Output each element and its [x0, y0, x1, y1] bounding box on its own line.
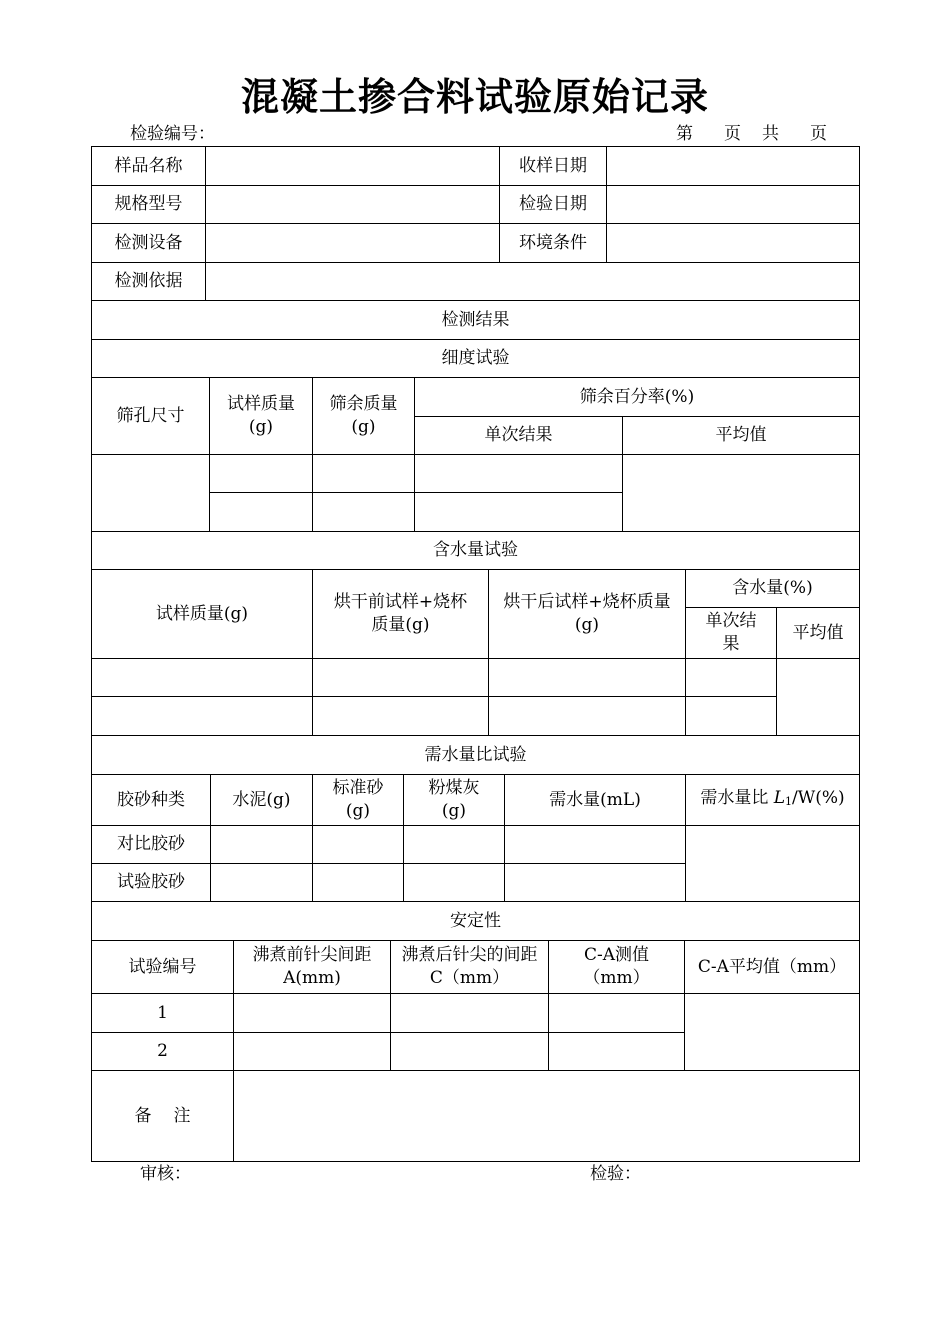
after-boil-header: 沸煮后针尖的间距C（mm）	[391, 941, 549, 994]
soundness-cell[interactable]	[391, 994, 549, 1033]
results-title: 检测结果	[92, 301, 860, 340]
page-ye2: 页	[810, 124, 827, 144]
ratio-prefix: 需水量比	[700, 788, 774, 808]
page-gong: 共	[762, 124, 779, 144]
ca-value-header: C-A测值（mm）	[549, 941, 685, 994]
residue-mass-header	[313, 378, 415, 455]
test-date-field[interactable]	[607, 186, 860, 224]
water-demand-cell[interactable]	[505, 864, 686, 902]
remarks-label-b: 注	[173, 1105, 191, 1126]
soundness-cell[interactable]	[549, 1033, 685, 1071]
moisture-cell[interactable]	[92, 697, 313, 736]
sample-mass-unit: (g)	[248, 417, 274, 437]
before-boil-header: 沸煮前针尖间距A(mm)	[234, 941, 391, 994]
moisture-cell[interactable]	[489, 659, 686, 697]
standard-sand-text: 标准砂	[332, 778, 384, 798]
info-table	[91, 146, 860, 378]
water-demand-cell[interactable]	[313, 864, 404, 902]
residue-mass-text: 筛余质量	[329, 394, 398, 414]
fineness-cell[interactable]	[210, 493, 313, 532]
soundness-row-1-label: 1	[92, 994, 234, 1033]
ca-average-cell[interactable]	[685, 994, 860, 1071]
ratio-sub: 1	[785, 795, 793, 808]
sieve-size-cell[interactable]	[92, 455, 210, 532]
standard-sand-header	[313, 775, 404, 826]
remarks-label-a: 备	[134, 1105, 152, 1126]
test-date-label: 检验日期	[500, 186, 607, 224]
fineness-cell[interactable]	[313, 455, 415, 493]
remarks-field[interactable]	[234, 1071, 860, 1162]
water-demand-cell[interactable]	[505, 826, 686, 864]
test-mortar-label: 试验胶砂	[92, 864, 211, 902]
soundness-row-2-label: 2	[92, 1033, 234, 1071]
page-title: 混凝土掺合料试验原始记录	[240, 75, 709, 119]
fly-ash-header	[404, 775, 505, 826]
page-counter	[676, 122, 827, 146]
equipment-label: 检测设备	[92, 224, 206, 263]
moisture-cell[interactable]	[92, 659, 313, 697]
soundness-cell[interactable]	[391, 1033, 549, 1071]
page-ye1: 页	[724, 124, 741, 144]
test-number-label: 检验编号：	[130, 124, 215, 144]
moisture-table	[91, 569, 860, 775]
fineness-average-header: 平均值	[623, 417, 860, 455]
after-dry-header: 烘干后试样+烧杯质量(g)	[489, 570, 686, 659]
reviewer-label: 审核：	[140, 1164, 191, 1184]
reference-mortar-label: 对比胶砂	[92, 826, 211, 864]
water-ml-header: 需水量(mL)	[505, 775, 686, 826]
mortar-type-header: 胶砂种类	[92, 775, 211, 826]
fly-ash-text: 粉煤灰	[428, 778, 480, 798]
moisture-cell[interactable]	[686, 697, 777, 736]
water-demand-cell[interactable]	[404, 826, 505, 864]
residue-mass-unit: (g)	[351, 417, 376, 437]
cement-header: 水泥(g)	[211, 775, 313, 826]
soundness-table	[91, 940, 860, 1162]
equipment-field[interactable]	[206, 224, 500, 263]
water-demand-table	[91, 774, 860, 941]
fineness-title: 细度试验	[92, 340, 860, 378]
remarks-label	[92, 1071, 234, 1162]
fineness-cell[interactable]	[210, 455, 313, 493]
fineness-cell[interactable]	[313, 493, 415, 532]
spec-model-field[interactable]	[206, 186, 500, 224]
soundness-cell[interactable]	[549, 994, 685, 1033]
sample-name-label: 样品名称	[92, 147, 206, 186]
sample-mass-text: 试样质量	[227, 394, 295, 414]
fineness-table	[91, 377, 860, 570]
environment-label: 环境条件	[500, 224, 607, 263]
spec-model-label: 规格型号	[92, 186, 206, 224]
receive-date-field[interactable]	[607, 147, 860, 186]
moisture-sample-mass-header: 试样质量(g)	[92, 570, 313, 659]
fineness-single-header: 单次结果	[415, 417, 623, 455]
soundness-title: 安定性	[92, 902, 860, 941]
moisture-single-header: 单次结果	[686, 608, 777, 659]
sample-mass-header	[210, 378, 313, 455]
fineness-cell[interactable]	[415, 493, 623, 532]
water-ratio-cell[interactable]	[686, 826, 860, 902]
ca-average-header: C-A平均值（mm）	[685, 941, 860, 994]
inspector-label: 检验：	[590, 1164, 641, 1184]
ratio-L: L	[773, 788, 786, 808]
water-demand-title: 需水量比试验	[92, 736, 860, 775]
fineness-average-cell[interactable]	[623, 455, 860, 532]
ratio-suffix: /W(%)	[792, 788, 845, 808]
page-di: 第	[676, 124, 693, 144]
before-dry-header: 烘干前试样+烧杯质量(g)	[313, 570, 489, 659]
moisture-average-cell[interactable]	[777, 659, 860, 736]
basis-label: 检测依据	[92, 263, 206, 301]
water-ratio-header	[686, 775, 860, 826]
fly-ash-unit: (g)	[441, 801, 467, 821]
water-demand-cell[interactable]	[313, 826, 404, 864]
moisture-cell[interactable]	[686, 659, 777, 697]
moisture-average-header: 平均值	[777, 608, 860, 659]
soundness-test-no-header: 试验编号	[92, 941, 234, 994]
soundness-cell[interactable]	[234, 994, 391, 1033]
moisture-cell[interactable]	[313, 659, 489, 697]
soundness-cell[interactable]	[234, 1033, 391, 1071]
receive-date-label: 收样日期	[500, 147, 607, 186]
water-demand-cell[interactable]	[404, 864, 505, 902]
standard-sand-unit: (g)	[345, 801, 371, 821]
water-demand-cell[interactable]	[211, 864, 313, 902]
moisture-title: 含水量试验	[92, 532, 860, 570]
moisture-cell[interactable]	[489, 697, 686, 736]
fineness-cell[interactable]	[415, 455, 623, 493]
basis-field[interactable]	[206, 263, 860, 301]
sieve-size-header: 筛孔尺寸	[92, 378, 210, 455]
sample-name-field[interactable]	[206, 147, 500, 186]
moisture-pct-header: 含水量(%)	[686, 570, 860, 608]
water-demand-cell[interactable]	[211, 826, 313, 864]
record-sheet	[91, 146, 859, 1162]
environment-field[interactable]	[607, 224, 860, 263]
residue-pct-header: 筛余百分率(%)	[415, 378, 860, 417]
moisture-cell[interactable]	[313, 697, 489, 736]
